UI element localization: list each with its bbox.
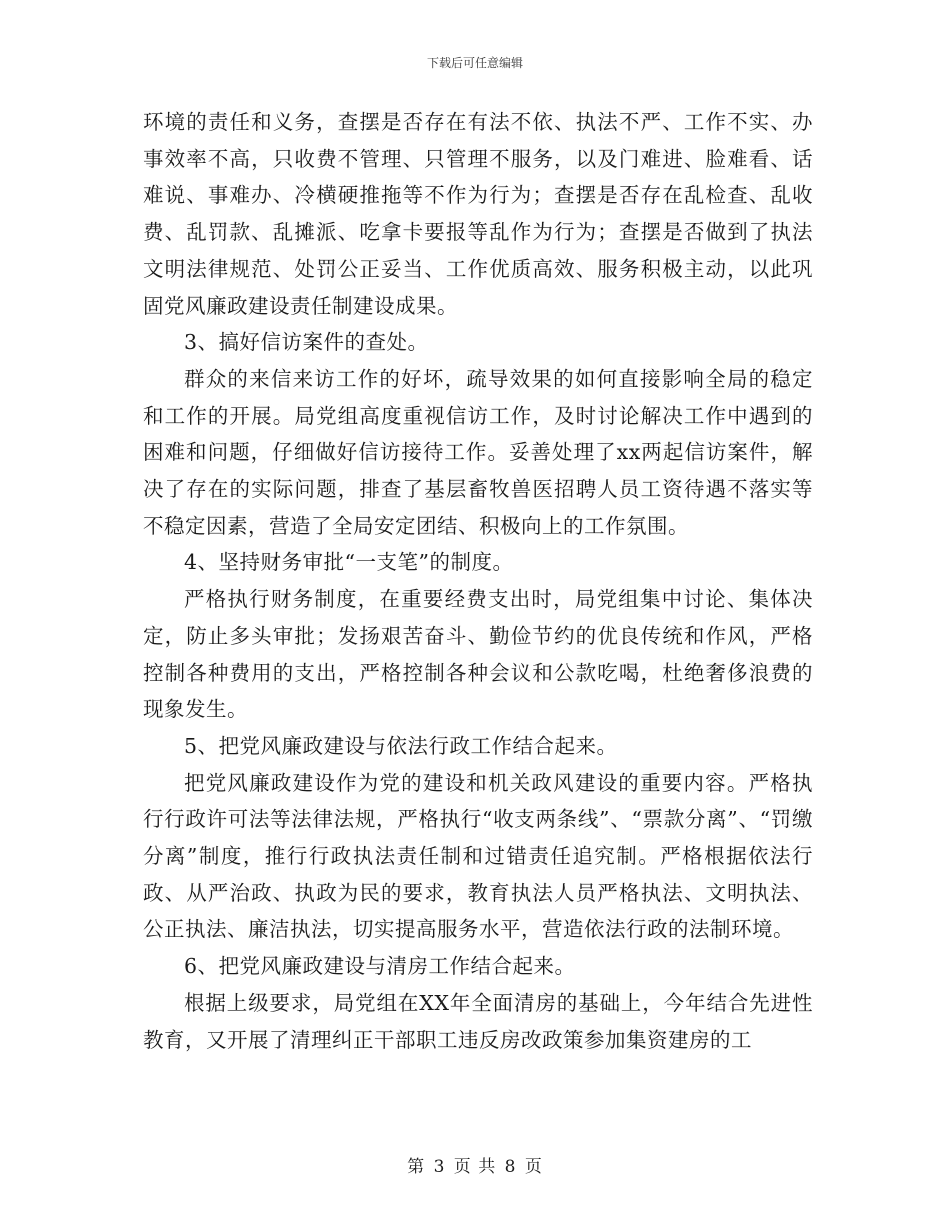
footer-mid: 页 共 [453, 1157, 497, 1177]
paragraph-petition: 群众的来信来访工作的好坏，疏导效果的如何直接影响全局的稳定和工作的开展。局党组高度重视信访工作，及时讨论解决工作中遇到的困难和问题，仔细做好信访接待工作。妥善处理了xx两起信访案件，解决了存在的实际问题，排查了基层畜牧兽医招聘人员工资待遇不落实等不稳定因素，营造了全局安定团结、积极向上的工作氛围。 [143, 366, 813, 538]
section-heading-3: 3、搞好信访案件的查处。 [184, 330, 429, 355]
section-heading-4: 4、坚持财务审批“一支笔”的制度。 [184, 550, 514, 575]
document-body [143, 104, 813, 1058]
paragraph-finance: 严格执行财务制度，在重要经费支出时，局党组集中讨论、集体决定，防止多头审批；发扬艰苦奋斗、勤俭节约的优良传统和作风，严格控制各种费用的支出，严格控制各种会议和公款吃喝，杜绝奢侈浪费的现象发生。 [143, 587, 813, 722]
page-footer [0, 1152, 950, 1177]
footer-suffix: 页 [524, 1157, 543, 1177]
footer-page-number: 3 [433, 1157, 446, 1177]
paragraph-1: 环境的责任和义务，查摆是否存在有法不依、执法不严、工作不实、办事效率不高，只收费不管理、只管理不服务，以及门难进、脸难看、话难说、事难办、冷横硬推拖等不作为行为；查摆是否存在乱检查、乱收费、乱罚款、乱摊派、吃拿卡要报等乱作为行为；查摆是否做到了执法文明法律规范、处罚公正妥当、工作优质高效、服务积极主动，以此巩固党风廉政建设责任制建设成果。 [143, 110, 813, 318]
paragraph-administration: 把党风廉政建设作为党的建设和机关政风建设的重要内容。严格执行行政许可法等法律法规，严格执行“收支两条线”、“票款分离”、“罚缴分离”制度，推行行政执法责任制和过错责任追究制。严格根据依法行政、从严治政、执政为民的要求，教育执法人员严格执法、文明执法、公正执法、廉洁执法，切实提高服务水平，营造依法行政的法制环境。 [143, 770, 813, 942]
page-header: 下载后可任意编辑 [426, 56, 523, 70]
paragraph-housing: 根据上级要求，局党组在XX年全面清房的基础上，今年结合先进性教育，又开展了清理纠正干部职工违反房改政策参加集资建房的工 [143, 990, 813, 1052]
footer-total-pages: 8 [504, 1157, 517, 1177]
footer-prefix: 第 [407, 1157, 426, 1177]
section-heading-5: 5、把党风廉政建设与依法行政工作结合起来。 [184, 733, 618, 758]
section-heading-6: 6、把党风廉政建设与清房工作结合起来。 [184, 954, 576, 979]
